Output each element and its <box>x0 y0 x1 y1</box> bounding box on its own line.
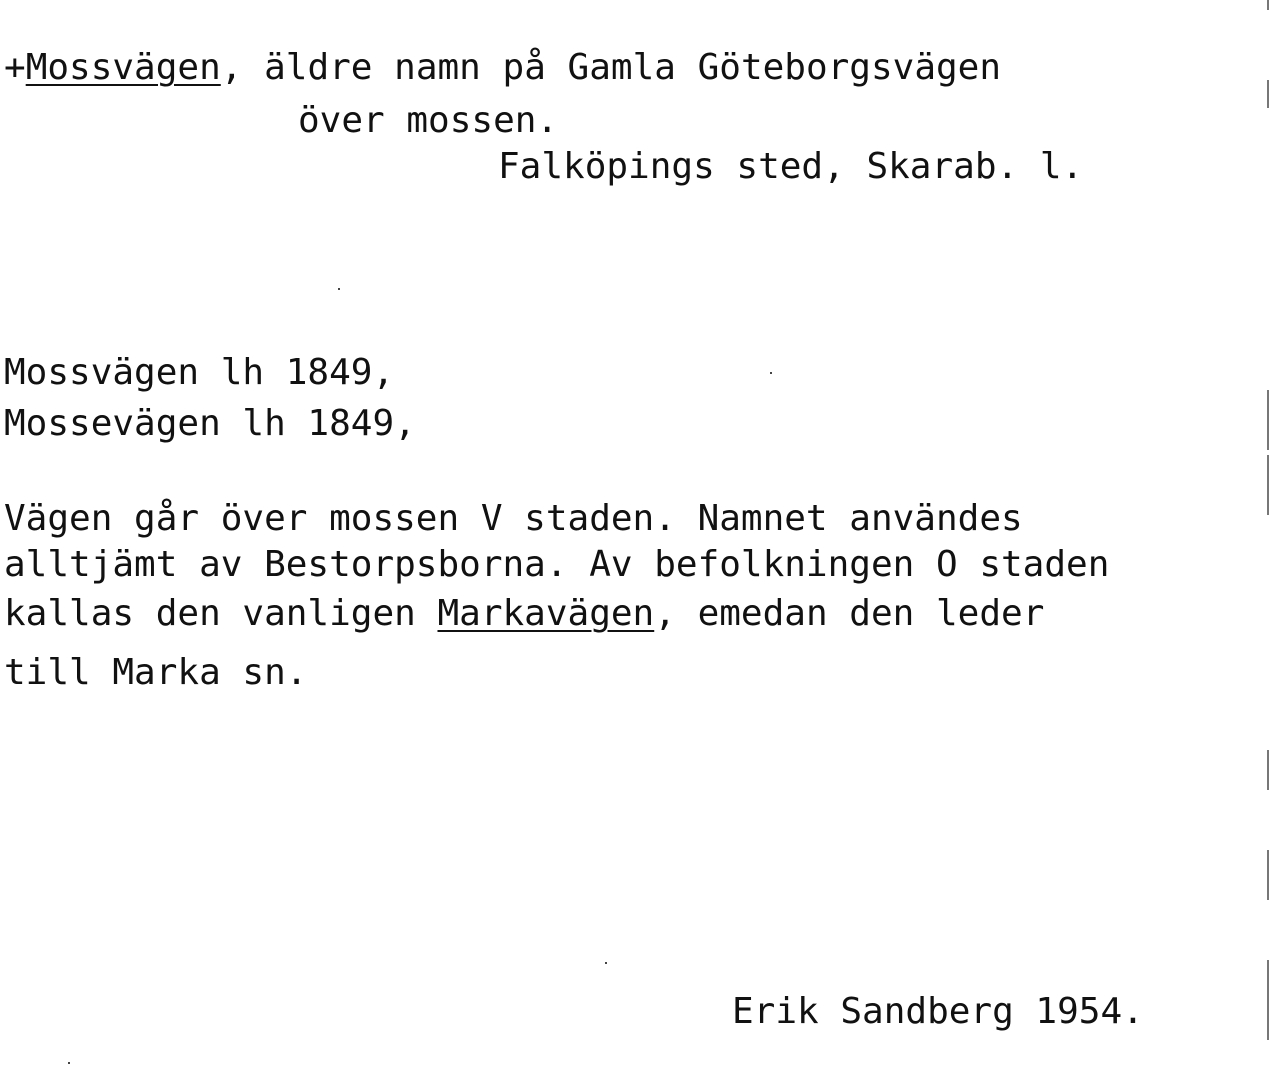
edge-mark <box>1267 80 1269 108</box>
edge-mark <box>1267 960 1269 1040</box>
headword: Mossvägen <box>25 47 221 88</box>
heading-definition-continued: över mossen. <box>298 100 559 141</box>
description-line-4: till Marka sn. <box>4 652 308 693</box>
parish-location: Falköpings sted, Skarab. l. <box>498 146 1084 187</box>
description-text-end: , emedan den leder <box>654 593 1045 634</box>
paper-speck <box>338 288 340 290</box>
deletion-marker: + <box>4 47 26 88</box>
signature: Erik Sandberg 1954. <box>732 991 1144 1032</box>
description-line-2: alltjämt av Bestorpsborna. Av befolkningen O staden <box>4 544 1110 585</box>
heading-line <box>4 47 1002 88</box>
paper-speck <box>770 372 772 374</box>
historical-form-1: Mossvägen lh 1849, <box>4 352 395 393</box>
edge-mark <box>1267 850 1269 900</box>
description-text: kallas den vanligen <box>4 593 438 634</box>
edge-mark <box>1267 390 1269 450</box>
historical-form-2: Mossevägen lh 1849, <box>4 403 416 444</box>
heading-definition: , äldre namn på Gamla Göteborgsvägen <box>220 47 1002 88</box>
alternate-name: Markavägen <box>437 593 655 634</box>
description-line-1: Vägen går över mossen V staden. Namnet användes <box>4 498 1023 539</box>
paper-speck <box>68 1062 70 1064</box>
description-line-3 <box>4 593 1045 634</box>
edge-mark <box>1267 750 1269 790</box>
paper-speck <box>605 962 607 964</box>
edge-mark <box>1267 455 1269 515</box>
edge-mark <box>1267 0 1269 10</box>
